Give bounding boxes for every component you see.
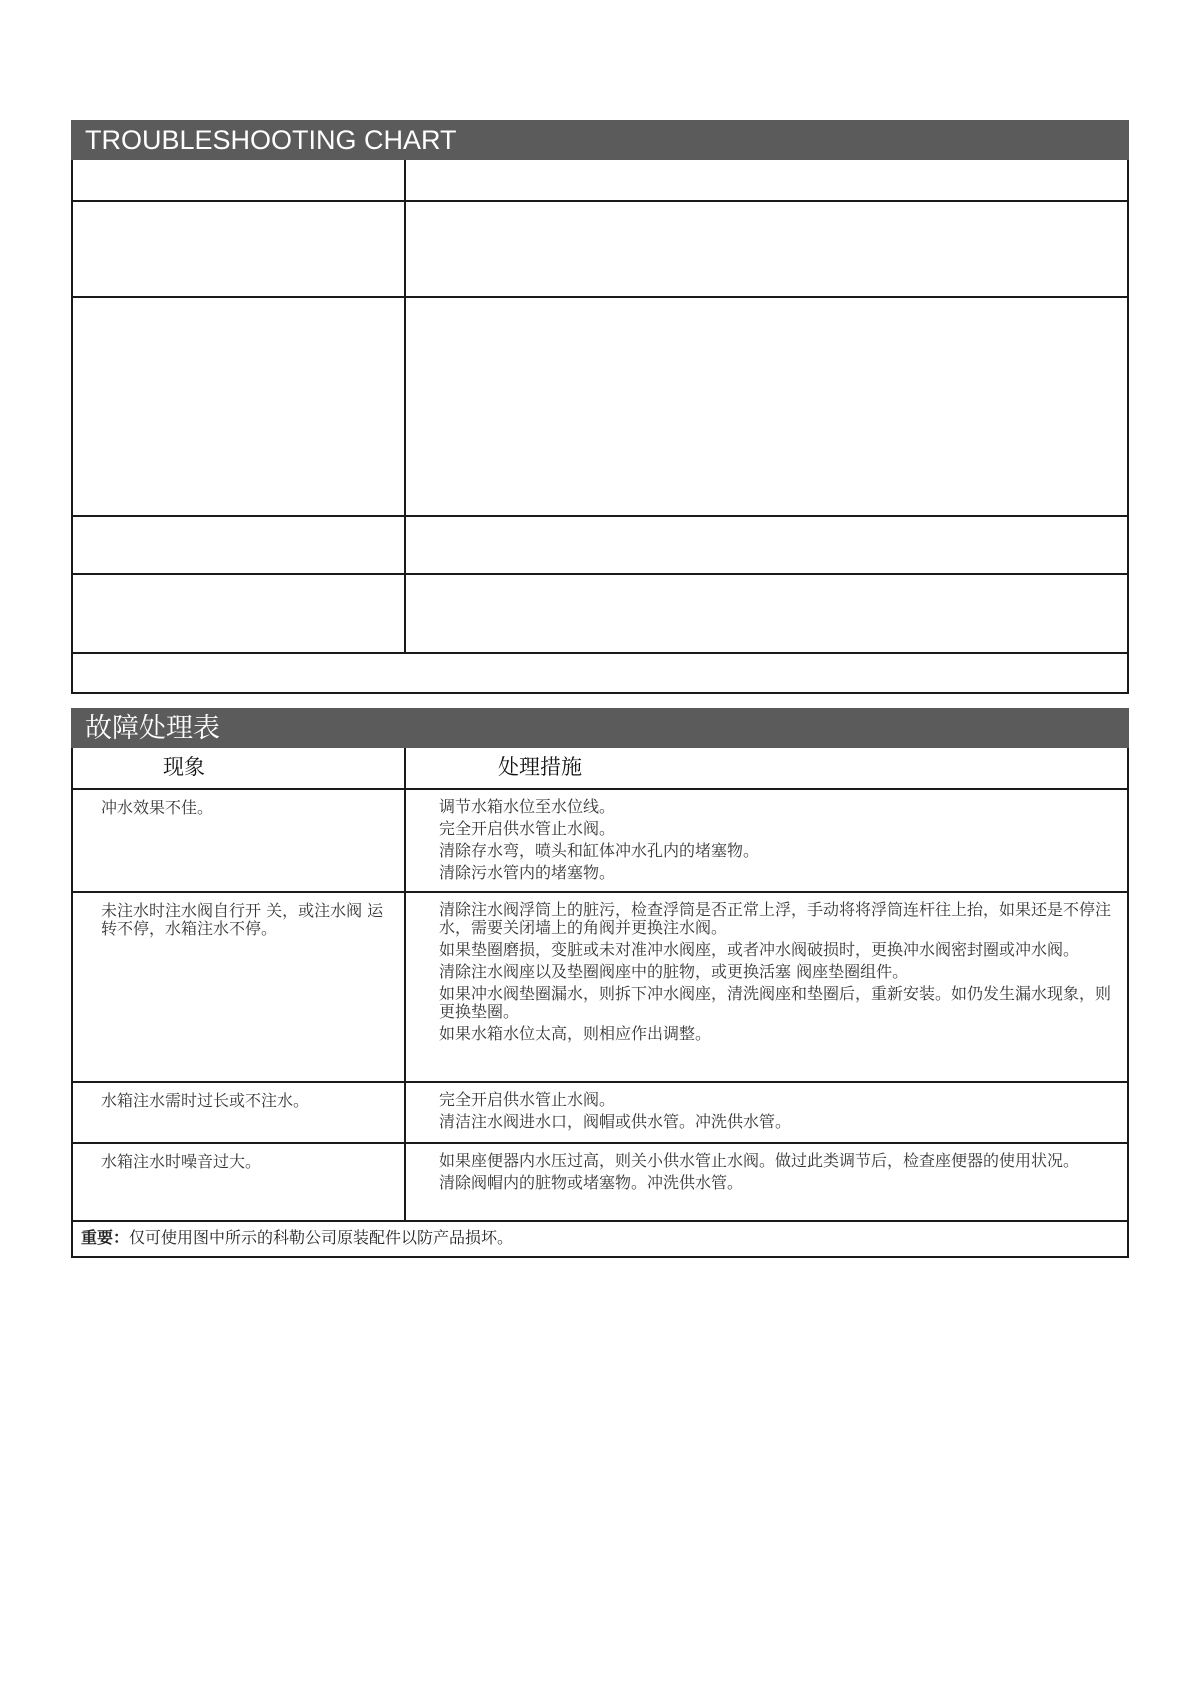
english-header-row xyxy=(73,160,1127,200)
symptom-column-header: 现象 xyxy=(73,748,406,788)
table-row xyxy=(73,1081,1127,1142)
action-cell xyxy=(406,790,1127,891)
action-item: 清洁注水阀进水口，阀帽或供水管。冲洗供水管。 xyxy=(439,1112,792,1131)
table-row xyxy=(73,891,1127,1081)
action-item: 如果座便器内水压过高，则关小供水管止水阀。做过此类调节后，检查座便器的使用状况。 xyxy=(439,1151,1080,1170)
action-item: 清除存水弯，喷头和缸体冲水孔内的堵塞物。 xyxy=(439,841,760,860)
action-item: 完全开启供水管止水阀。 xyxy=(439,819,616,838)
action-item: 完全开启供水管止水阀。 xyxy=(439,1090,616,1109)
important-note-text: 仅可使用图中所示的科勒公司原装配件以防产品损坏。 xyxy=(129,1228,514,1247)
english-table-row xyxy=(73,573,1127,652)
english-table-row xyxy=(73,515,1127,573)
action-item: 清除注水阀座以及垫圈阀座中的脏物，或更换活塞 阀座垫圈组件。 xyxy=(439,962,909,981)
table-row xyxy=(73,1142,1127,1220)
action-item: 清除注水阀浮筒上的脏污，检查浮筒是否正常上浮，手动将将浮筒连杆往上抬，如果还是不停注水，需要关闭墙上的角阀并更换注水阀。 xyxy=(439,900,1112,937)
important-note xyxy=(73,1222,1127,1256)
english-action-header-cell xyxy=(406,160,1127,200)
action-cell xyxy=(406,1083,1127,1142)
english-symptom-header-cell xyxy=(73,160,406,200)
chinese-chart-title: 故障处理表 xyxy=(71,708,1129,748)
important-note-label: 重要： xyxy=(81,1228,130,1247)
english-note-row xyxy=(73,652,1127,692)
symptom-cell: 水箱注水需时过长或不注水。 xyxy=(73,1083,406,1142)
chinese-chart-table xyxy=(71,748,1129,1258)
action-column-header: 处理措施 xyxy=(498,755,582,779)
english-troubleshooting-chart xyxy=(71,120,1129,694)
action-cell xyxy=(406,893,1127,1081)
table-row xyxy=(73,788,1127,891)
english-chart-table xyxy=(71,160,1129,694)
chinese-header-row xyxy=(73,748,1127,788)
english-chart-title: TROUBLESHOOTING CHART xyxy=(71,120,1129,160)
action-item: 如果水箱水位太高，则相应作出调整。 xyxy=(439,1024,712,1043)
english-table-row xyxy=(73,200,1127,296)
action-item: 调节水箱水位至水位线。 xyxy=(439,797,616,816)
note-row xyxy=(73,1220,1127,1256)
action-item: 清除污水管内的堵塞物。 xyxy=(439,863,616,882)
symptom-cell: 水箱注水时噪音过大。 xyxy=(73,1144,406,1220)
symptom-cell: 冲水效果不佳。 xyxy=(73,790,406,891)
chinese-troubleshooting-chart xyxy=(71,708,1129,1258)
action-item: 如果冲水阀垫圈漏水，则拆下冲水阀座，清洗阀座和垫圈后，重新安装。如仍发生漏水现象，则更换垫圈。 xyxy=(439,984,1112,1021)
english-table-row xyxy=(73,296,1127,515)
action-cell xyxy=(406,1144,1127,1220)
action-item: 清除阀帽内的脏物或堵塞物。冲洗供水管。 xyxy=(439,1173,744,1192)
action-item: 如果垫圈磨损，变脏或未对准冲水阀座，或者冲水阀破损时，更换冲水阀密封圈或冲水阀。 xyxy=(439,940,1080,959)
symptom-cell: 未注水时注水阀自行开 关，或注水阀 运转不停，水箱注水不停。 xyxy=(73,893,406,1081)
